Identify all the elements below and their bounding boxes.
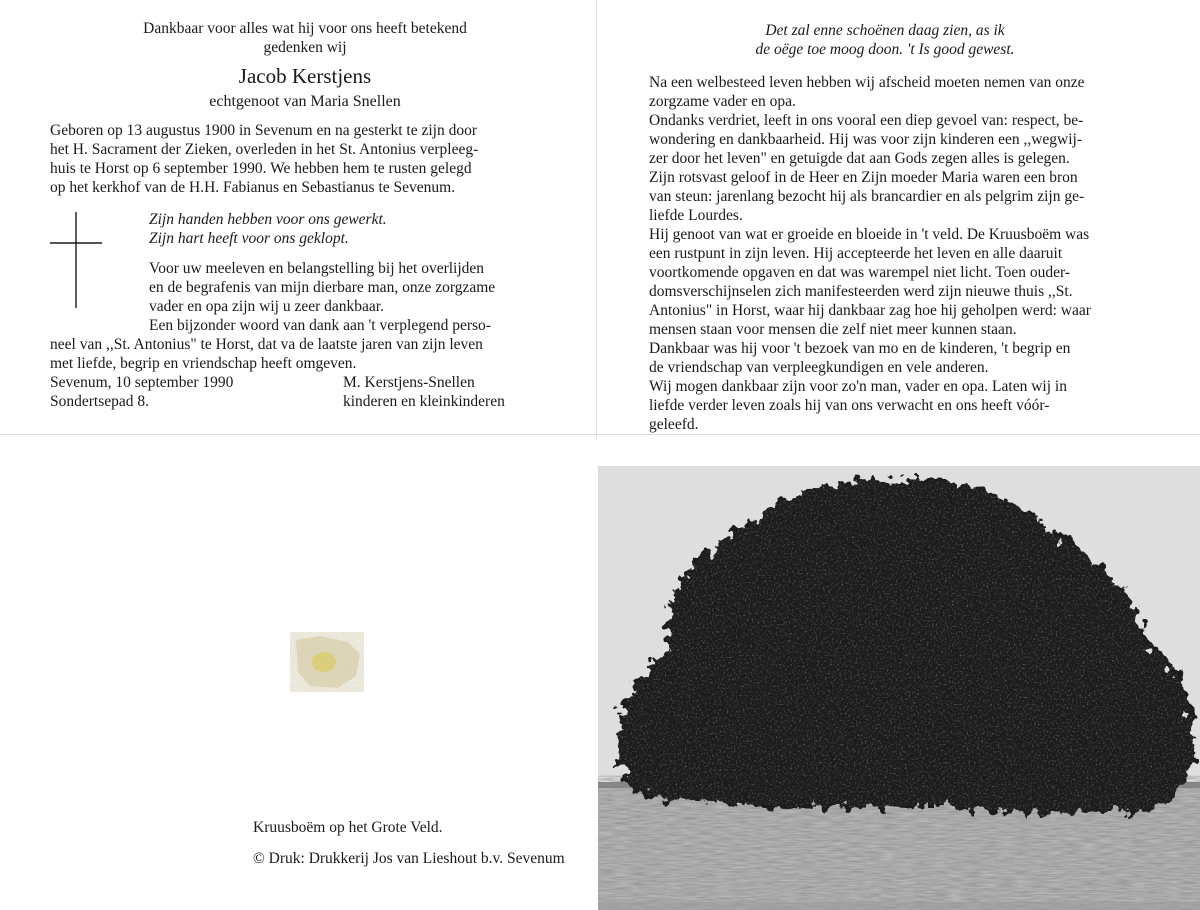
fold-line-vertical: [596, 0, 597, 440]
body-line-11: voortkomende opgaven en dat was warempel niet licht. Toen ouder-: [649, 264, 1070, 281]
thanks2-line-3: met liefde, begrip en vriendschap heeft omgeven.: [50, 355, 357, 372]
body-line-12: domsverschijnselen zich manifesteerden werd zijn nieuwe thuis ,,St.: [649, 283, 1073, 300]
body-line-8: liefde Lourdes.: [649, 207, 743, 224]
signer: M. Kerstjens-Snellen: [343, 374, 475, 391]
intro-line-2: gedenken wij: [263, 39, 347, 56]
tree-illustration: [598, 466, 1200, 910]
body-line-5: zer door het leven" en getuigde dat aan Gods zegen alles is gelegen.: [649, 150, 1070, 167]
body-line-17: Wij mogen dankbaar zijn voor zo'n man, vader en opa. Laten wij in: [649, 378, 1067, 395]
paper-stain: [290, 632, 364, 692]
spouse-line: echtgenoot van Maria Snellen: [209, 93, 401, 110]
thanks2-line-1: Een bijzonder woord van dank aan 't verplegend perso-: [149, 317, 491, 334]
signer-family: kinderen en kleinkinderen: [343, 393, 505, 410]
body-line-15: Dankbaar was hij voor 't bezoek van mo en de kinderen, 't begrip en: [649, 340, 1071, 357]
body-line-1: Na een welbesteed leven hebben wij afscheid moeten nemen van onze: [649, 74, 1085, 91]
tree-photo: [598, 466, 1200, 910]
motto-line-1: Det zal enne schoënen daag zien, as ik: [765, 22, 1005, 39]
body-line-16: de vriendschap van verpleegkundigen en vele anderen.: [649, 359, 989, 376]
body-line-10: een rustpunt in zijn leven. Hij accepteerde het leven en alle daaruit: [649, 245, 1063, 262]
body-line-14: mensen staan voor mensen die zelf niet meer kunnen staan.: [649, 321, 1017, 338]
bio-line-2: het H. Sacrament der Zieken, overleden in het St. Antonius verpleeg-: [50, 141, 479, 158]
body-line-9: Hij genoot van wat er groeide en bloeide in 't veld. De Kruusboëm was: [649, 226, 1090, 243]
body-line-13: Antonius" in Horst, waar hij dankbaar zag hoe hij geholpen werd: waar: [649, 302, 1091, 319]
printer-credit: © Druk: Drukkerij Jos van Lieshout b.v. Sevenum: [253, 850, 565, 867]
photo-caption: Kruusboëm op het Grote Veld.: [253, 819, 443, 836]
motto-line-2: de oëge toe moog doon. 't Is good gewest.: [755, 41, 1015, 58]
body-line-3: Ondanks verdriet, leeft in ons vooral een diep gevoel van: respect, be-: [649, 112, 1084, 129]
deceased-name: Jacob Kerstjens: [238, 64, 372, 88]
intro-line-1: Dankbaar voor alles wat hij voor ons heeft betekend: [143, 20, 467, 37]
body-line-2: zorgzame vader en opa.: [649, 93, 796, 110]
verse-line-2: Zijn hart heeft voor ons geklopt.: [149, 230, 349, 247]
fold-line-horizontal: [0, 434, 1200, 435]
thanks-line-2: en de begrafenis van mijn dierbare man, onze zorgzame: [149, 279, 496, 296]
bio-line-1: Geboren op 13 augustus 1900 in Sevenum en na gesterkt te zijn door: [50, 122, 478, 139]
bio-line-3: huis te Horst op 6 september 1990. We hebben hem te rusten gelegd: [50, 160, 472, 177]
verse-line-1: Zijn handen hebben voor ons gewerkt.: [149, 211, 387, 228]
thanks-line-1: Voor uw meeleven en belangstelling bij het overlijden: [149, 260, 485, 277]
body-line-6: Zijn rotsvast geloof in de Heer en Zijn moeder Maria waren een bron: [649, 169, 1078, 186]
body-line-19: geleefd.: [649, 416, 699, 433]
cross-icon: [48, 210, 104, 310]
thanks-line-3: vader en opa zijn wij u zeer dankbaar.: [149, 298, 384, 315]
body-line-4: wondering en dankbaarheid. Hij was voor zijn kinderen een ,,wegwij-: [649, 131, 1083, 148]
address: Sondertsepad 8.: [50, 393, 150, 410]
body-line-7: van steun: jarenlang bezocht hij als brancardier en als pelgrim zijn ge-: [649, 188, 1085, 205]
body-line-18: liefde verder leven zoals hij van ons verwacht en ons heeft vóór-: [649, 397, 1050, 414]
place-date: Sevenum, 10 september 1990: [50, 374, 234, 391]
bio-line-4: op het kerkhof van de H.H. Fabianus en Sebastianus te Sevenum.: [50, 179, 456, 196]
thanks2-line-2: neel van ,,St. Antonius" te Horst, dat va de laatste jaren van zijn leven: [50, 336, 483, 353]
